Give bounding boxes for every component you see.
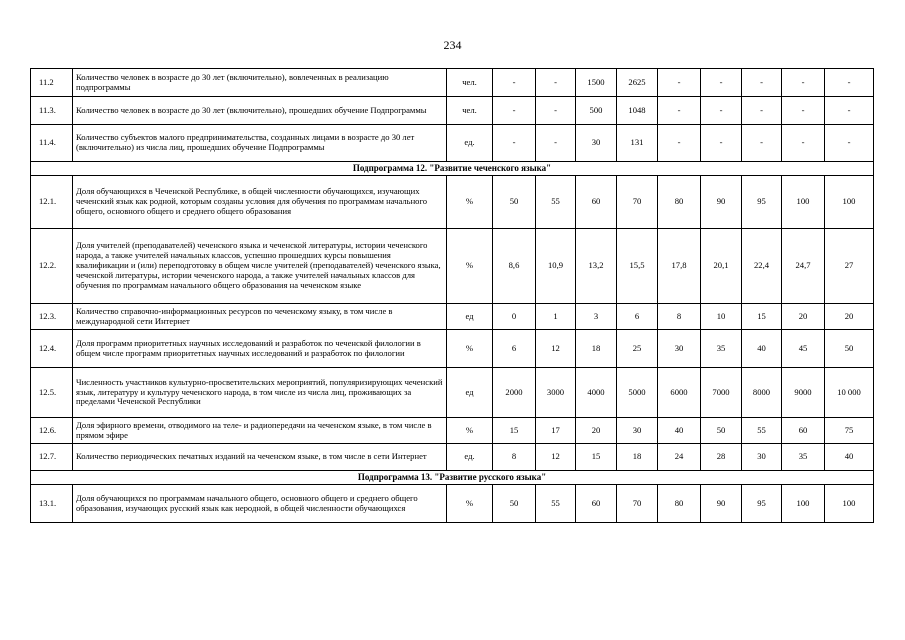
value-cell: 80 — [658, 176, 701, 229]
indicator-description: Количество человек в возрасте до 30 лет (включительно), вовлеченных в реализацию подпрограммы — [73, 69, 447, 97]
value-cell: - — [493, 125, 536, 162]
value-cell: 5000 — [617, 368, 658, 418]
value-cell: - — [536, 69, 576, 97]
value-cell: 24,7 — [782, 229, 825, 304]
indicators-table — [30, 68, 874, 523]
value-cell: - — [493, 69, 536, 97]
table-row — [31, 176, 874, 229]
indicator-description: Количество периодических печатных изданий на чеченском языке, в том числе в сети Интернет — [73, 444, 447, 471]
value-cell: 60 — [782, 418, 825, 444]
value-cell: 55 — [536, 485, 576, 523]
value-cell: - — [701, 97, 742, 125]
row-number: 12.6. — [31, 418, 73, 444]
value-cell: 13,2 — [576, 229, 617, 304]
value-cell: 8 — [658, 304, 701, 330]
row-number: 13.1. — [31, 485, 73, 523]
row-number: 12.4. — [31, 330, 73, 368]
value-cell: 60 — [576, 485, 617, 523]
row-number: 12.2. — [31, 229, 73, 304]
value-cell: 40 — [658, 418, 701, 444]
value-cell: - — [536, 97, 576, 125]
subprogram-heading-row — [31, 162, 874, 176]
value-cell: - — [782, 69, 825, 97]
value-cell: 27 — [825, 229, 874, 304]
value-cell: 2000 — [493, 368, 536, 418]
value-cell: 20,1 — [701, 229, 742, 304]
value-cell: - — [658, 97, 701, 125]
value-cell: 2625 — [617, 69, 658, 97]
table-row — [31, 304, 874, 330]
value-cell: 50 — [493, 485, 536, 523]
row-number: 12.7. — [31, 444, 73, 471]
value-cell: 35 — [782, 444, 825, 471]
value-cell: - — [742, 69, 782, 97]
value-cell: 6000 — [658, 368, 701, 418]
value-cell: 100 — [825, 485, 874, 523]
value-cell: 90 — [701, 485, 742, 523]
unit-cell: % — [447, 418, 493, 444]
value-cell: 22,4 — [742, 229, 782, 304]
table-section-subprogram-12-heading — [31, 162, 874, 176]
value-cell: 70 — [617, 176, 658, 229]
row-number: 11.3. — [31, 97, 73, 125]
row-number: 12.1. — [31, 176, 73, 229]
value-cell: 20 — [825, 304, 874, 330]
value-cell: 100 — [782, 176, 825, 229]
unit-cell: % — [447, 229, 493, 304]
value-cell: 30 — [658, 330, 701, 368]
table-row — [31, 418, 874, 444]
unit-cell: ед — [447, 368, 493, 418]
value-cell: 15 — [742, 304, 782, 330]
value-cell: 9000 — [782, 368, 825, 418]
value-cell: - — [825, 97, 874, 125]
value-cell: 3 — [576, 304, 617, 330]
value-cell: 55 — [536, 176, 576, 229]
unit-cell: ед — [447, 304, 493, 330]
value-cell: - — [742, 125, 782, 162]
value-cell: 45 — [782, 330, 825, 368]
unit-cell: чел. — [447, 69, 493, 97]
value-cell: 10 — [701, 304, 742, 330]
value-cell: - — [701, 69, 742, 97]
value-cell: 18 — [617, 444, 658, 471]
value-cell: 50 — [701, 418, 742, 444]
value-cell: 15 — [576, 444, 617, 471]
value-cell: 50 — [825, 330, 874, 368]
value-cell: 18 — [576, 330, 617, 368]
value-cell: 12 — [536, 444, 576, 471]
row-number: 12.3. — [31, 304, 73, 330]
value-cell: 1500 — [576, 69, 617, 97]
value-cell: 30 — [576, 125, 617, 162]
value-cell: - — [825, 69, 874, 97]
value-cell: - — [658, 125, 701, 162]
value-cell: - — [782, 125, 825, 162]
unit-cell: % — [447, 176, 493, 229]
value-cell: 6 — [617, 304, 658, 330]
table-section-subprogram-11 — [31, 69, 874, 162]
table-row — [31, 368, 874, 418]
unit-cell: ед. — [447, 125, 493, 162]
value-cell: 8,6 — [493, 229, 536, 304]
table-row — [31, 444, 874, 471]
value-cell: 17 — [536, 418, 576, 444]
value-cell: 12 — [536, 330, 576, 368]
indicator-description: Доля обучающихся в Чеченской Республике, в общей численности обучающихся, изучающих чеченский язык как родной, которым созданы условия для обучения по программам начального общего, основного общего и среднего общего образования — [73, 176, 447, 229]
value-cell: 50 — [493, 176, 536, 229]
table-row — [31, 229, 874, 304]
value-cell: 131 — [617, 125, 658, 162]
value-cell: 75 — [825, 418, 874, 444]
subprogram-13-title: Подпрограмма 13. "Развитие русского языка" — [31, 471, 874, 485]
table-row — [31, 97, 874, 125]
value-cell: 17,8 — [658, 229, 701, 304]
value-cell: - — [658, 69, 701, 97]
value-cell: 30 — [742, 444, 782, 471]
value-cell: - — [493, 97, 536, 125]
value-cell: - — [782, 97, 825, 125]
value-cell: - — [536, 125, 576, 162]
value-cell: 15,5 — [617, 229, 658, 304]
indicator-description: Доля обучающихся по программам начального общего, основного общего и среднего общего образования, изучающих русский язык как неродной, в общей численности обучающихся — [73, 485, 447, 523]
unit-cell: % — [447, 330, 493, 368]
subprogram-12-title: Подпрограмма 12. "Развитие чеченского языка" — [31, 162, 874, 176]
indicator-description: Доля учителей (преподавателей) чеченского языка и чеченской литературы, истории чеченского народа, а также учителей начальных классов, успешно прошедших курсы повышения квалификации и (или) переподготовку в общем числе учителей (преподавателей) чеченского языка, чеченской литературы, истории чеченского народа, а также учителей начальных классов для обучения по программам начального общего образования на чеченском языке — [73, 229, 447, 304]
value-cell: 15 — [493, 418, 536, 444]
indicator-description: Количество человек в возрасте до 30 лет (включительно), прошедших обучение Подпрограммы — [73, 97, 447, 125]
row-number: 11.2 — [31, 69, 73, 97]
value-cell: - — [701, 125, 742, 162]
value-cell: 30 — [617, 418, 658, 444]
subprogram-heading-row — [31, 471, 874, 485]
value-cell: 40 — [825, 444, 874, 471]
value-cell: 95 — [742, 176, 782, 229]
table-section-subprogram-13 — [31, 485, 874, 523]
value-cell: 20 — [782, 304, 825, 330]
value-cell: 100 — [825, 176, 874, 229]
value-cell: 20 — [576, 418, 617, 444]
value-cell: 8 — [493, 444, 536, 471]
value-cell: 35 — [701, 330, 742, 368]
indicator-description: Численность участников культурно-просветительских мероприятий, популяризирующих чеченский язык, литературу и культуру чеченского народа, в том числе из числа лиц, проживающих за пределами Чеченской Республики — [73, 368, 447, 418]
value-cell: 4000 — [576, 368, 617, 418]
indicator-description: Доля программ приоритетных научных исследований и разработок по чеченской филологии в общем числе программ приоритетных научных исследований и разработок по филологии — [73, 330, 447, 368]
value-cell: 10,9 — [536, 229, 576, 304]
table-row — [31, 125, 874, 162]
value-cell: 55 — [742, 418, 782, 444]
indicator-description: Доля эфирного времени, отводимого на теле- и радиопередачи на чеченском языке, в том числе в прямом эфире — [73, 418, 447, 444]
indicator-description: Количество субъектов малого предпринимательства, созданных лицами в возрасте до 30 лет (включительно) из числа лиц, прошедших обучение Подпрограммы — [73, 125, 447, 162]
value-cell: 7000 — [701, 368, 742, 418]
value-cell: 25 — [617, 330, 658, 368]
table-row — [31, 485, 874, 523]
table-section-subprogram-13-heading — [31, 471, 874, 485]
page-number: 234 — [443, 38, 462, 52]
unit-cell: ед. — [447, 444, 493, 471]
value-cell: - — [742, 97, 782, 125]
table-row — [31, 69, 874, 97]
value-cell: 24 — [658, 444, 701, 471]
value-cell: 28 — [701, 444, 742, 471]
unit-cell: % — [447, 485, 493, 523]
value-cell: 10 000 — [825, 368, 874, 418]
value-cell: 0 — [493, 304, 536, 330]
value-cell: 1 — [536, 304, 576, 330]
value-cell: 6 — [493, 330, 536, 368]
table-section-subprogram-12 — [31, 176, 874, 471]
value-cell: 1048 — [617, 97, 658, 125]
value-cell: 40 — [742, 330, 782, 368]
value-cell: 95 — [742, 485, 782, 523]
value-cell: 100 — [782, 485, 825, 523]
value-cell: 70 — [617, 485, 658, 523]
value-cell: 8000 — [742, 368, 782, 418]
value-cell: 3000 — [536, 368, 576, 418]
row-number: 11.4. — [31, 125, 73, 162]
value-cell: 90 — [701, 176, 742, 229]
table-row — [31, 330, 874, 368]
indicator-description: Количество справочно-информационных ресурсов по чеченскому языку, в том числе в международной сети Интернет — [73, 304, 447, 330]
value-cell: 500 — [576, 97, 617, 125]
unit-cell: чел. — [447, 97, 493, 125]
value-cell: - — [825, 125, 874, 162]
row-number: 12.5. — [31, 368, 73, 418]
value-cell: 80 — [658, 485, 701, 523]
value-cell: 60 — [576, 176, 617, 229]
